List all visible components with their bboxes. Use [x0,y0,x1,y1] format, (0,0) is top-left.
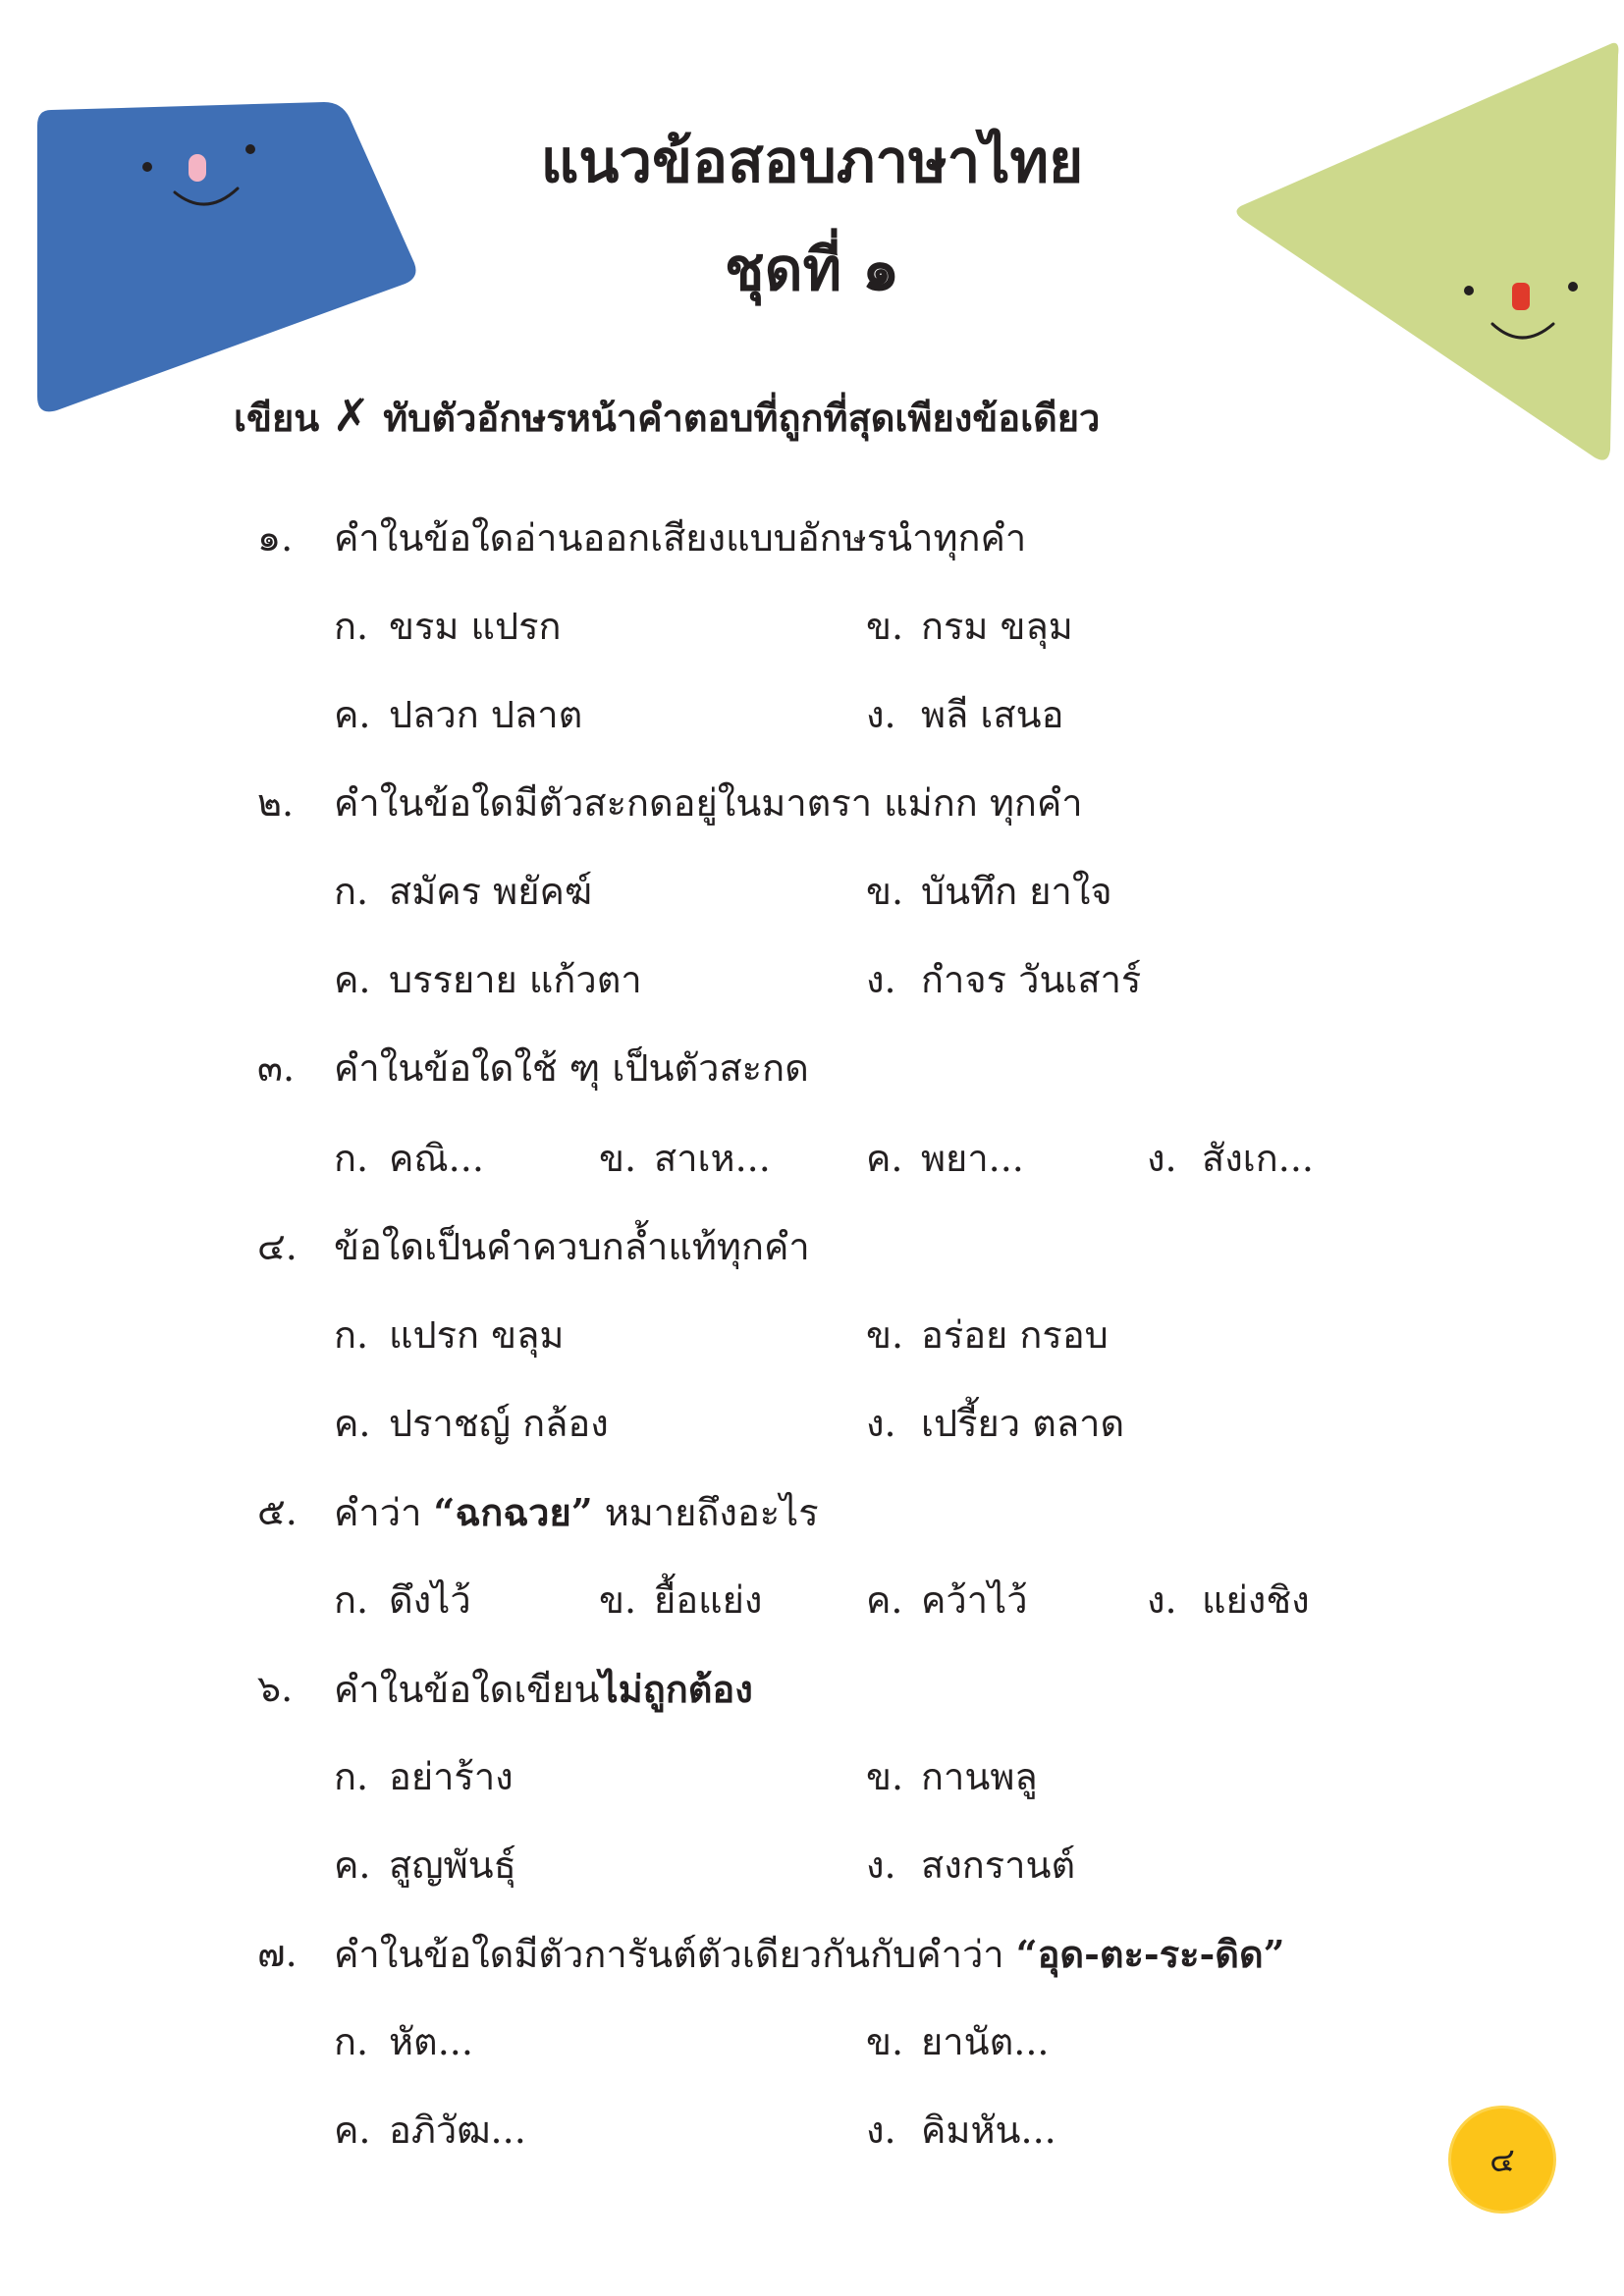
option[interactable] [866,1845,1075,1887]
option[interactable] [334,1580,471,1622]
option-label: ก. [334,1313,369,1357]
option[interactable] [1147,1139,1314,1180]
option-label: ก. [334,1755,369,1798]
option-label: ง. [866,1843,896,1887]
option[interactable] [334,695,582,736]
question-text-part: คำในข้อใดเขียน [334,1668,600,1711]
option[interactable] [866,1580,1028,1622]
option-text: ยื้อแย่ง [654,1578,763,1622]
option-label: ข. [866,605,904,648]
option-text: คิมหัน... [921,2109,1056,2152]
question-number: ๓. [257,1046,296,1090]
question-keyword: ไม่ถูกต้อง [599,1667,753,1711]
page-number-badge: ๔ [1451,2109,1553,2211]
option[interactable] [866,607,1073,648]
option-label: ก. [334,1137,369,1180]
option-text: สูญพันธุ์ [389,1843,516,1887]
option[interactable] [866,2110,1056,2152]
x-mark-icon: ✗ [332,389,370,442]
option-label: ง. [866,2109,896,2152]
option[interactable] [334,2110,526,2152]
option-text: ดึงไว้ [389,1578,471,1622]
option[interactable] [334,607,562,648]
question-number: ๕. [257,1490,298,1533]
option-label: ค. [866,1137,903,1180]
option-label: ง. [866,693,896,736]
option[interactable] [334,872,592,913]
option[interactable] [866,872,1112,913]
option-text: กานพลู [921,1755,1038,1798]
option-label: ข. [866,870,904,913]
option-label: ข. [599,1578,637,1622]
option[interactable] [866,1404,1124,1445]
option[interactable] [334,1315,564,1357]
question-text [334,1492,819,1534]
question-number: ๔. [257,1225,298,1268]
option-label: ก. [334,1578,369,1622]
option-text: กรม ขลุม [921,605,1073,648]
option-label: ค. [334,1402,371,1445]
option-label: ก. [334,2020,369,2063]
option-text: แย่งชิง [1202,1578,1310,1622]
option-label: ค. [334,1843,371,1887]
option-label: ง. [866,1402,896,1445]
option-text: อภิวัฒ... [389,2109,526,2152]
option-label: ค. [866,1578,903,1622]
question-number: ๗. [257,1932,298,1975]
option-text: ปราชญ์ กล้อง [389,1402,609,1445]
option-label: ง. [1147,1578,1177,1622]
page-subtitle: ชุดที่ ๑ [724,236,900,304]
option-label: ค. [334,2109,371,2152]
question-number: ๖. [257,1667,294,1710]
option[interactable] [1147,1580,1310,1622]
option[interactable] [334,2022,473,2063]
option-text: บันทึก ยาใจ [921,870,1112,913]
question-keyword: “อุด-ตะ-ระ-ดิด” [1015,1932,1285,1976]
option[interactable] [334,1404,609,1445]
question-text: คำในข้อใดมีตัวสะกดอยู่ในมาตรา แม่กก ทุกคำ [334,781,1083,825]
question-text: คำในข้อใดใช้ ฑุ เป็นตัวสะกด [334,1046,809,1090]
option-text: พยา... [921,1137,1024,1180]
question-text [334,1669,753,1711]
option[interactable] [334,1139,484,1180]
option-text: สาเห... [654,1137,771,1180]
question-text [334,1934,1285,1976]
option-text: หัต... [389,2020,473,2063]
option-text: สังเก... [1202,1137,1314,1180]
option-text: แปรก ขลุม [389,1313,565,1357]
question-text-part: คำว่า [334,1491,434,1534]
page-title: แนวข้อสอบภาษาไทย [540,128,1084,196]
option[interactable] [599,1580,762,1622]
option[interactable] [334,960,642,1001]
option-label: ค. [334,693,371,736]
option-text: กำจร วันเสาร์ [921,958,1142,1001]
option[interactable] [866,1315,1109,1357]
option[interactable] [866,2022,1050,2063]
option-text: อย่าร้าง [389,1755,514,1798]
option-text: อร่อย กรอบ [921,1313,1109,1357]
option[interactable] [866,960,1141,1001]
option-text: คณิ... [389,1137,484,1180]
option[interactable] [866,695,1063,736]
question-text: คำในข้อใดอ่านออกเสียงแบบอักษรนำทุกคำ [334,516,1027,560]
option-text: สงกรานต์ [921,1843,1076,1887]
option-label: ก. [334,605,369,648]
option-label: ค. [334,958,371,1001]
option-label: ง. [1147,1137,1177,1180]
option-text: เปรี้ยว ตลาด [921,1402,1125,1445]
option[interactable] [599,1139,771,1180]
question-text: ข้อใดเป็นคำควบกล้ำแท้ทุกคำ [334,1225,810,1268]
instruction-before: เขียน [234,397,320,440]
option-text: คว้าไว้ [921,1578,1028,1622]
option-label: ข. [866,1755,904,1798]
question-text-part: หมายถึงอะไร [592,1491,819,1534]
option-text: บรรยาย แก้วตา [389,958,642,1001]
instruction-after: ทับตัวอักษรหน้าคำตอบที่ถูกที่สุดเพียงข้อเดียว [383,397,1101,440]
option[interactable] [334,1845,516,1887]
option-label: ง. [866,958,896,1001]
option-text: สมัคร พยัคฆ์ [389,870,593,913]
question-text-part: คำในข้อใดมีตัวการันต์ตัวเดียวกันกับคำว่า [334,1933,1016,1976]
option-label: ก. [334,870,369,913]
option-label: ข. [866,2020,904,2063]
question-number: ๑. [257,516,294,560]
question-number: ๒. [257,781,295,825]
option-text: พลี เสนอ [921,693,1064,736]
option[interactable] [334,1757,514,1798]
option-text: ขรม แปรก [389,605,562,648]
option-label: ข. [599,1137,637,1180]
option-label: ข. [866,1313,904,1357]
option-text: ยานัต... [921,2020,1050,2063]
option[interactable] [866,1139,1024,1180]
question-keyword: “ฉกฉวย” [433,1490,593,1534]
option[interactable] [866,1757,1038,1798]
option-text: ปลวก ปลาต [389,693,583,736]
instruction-text [234,391,1100,441]
